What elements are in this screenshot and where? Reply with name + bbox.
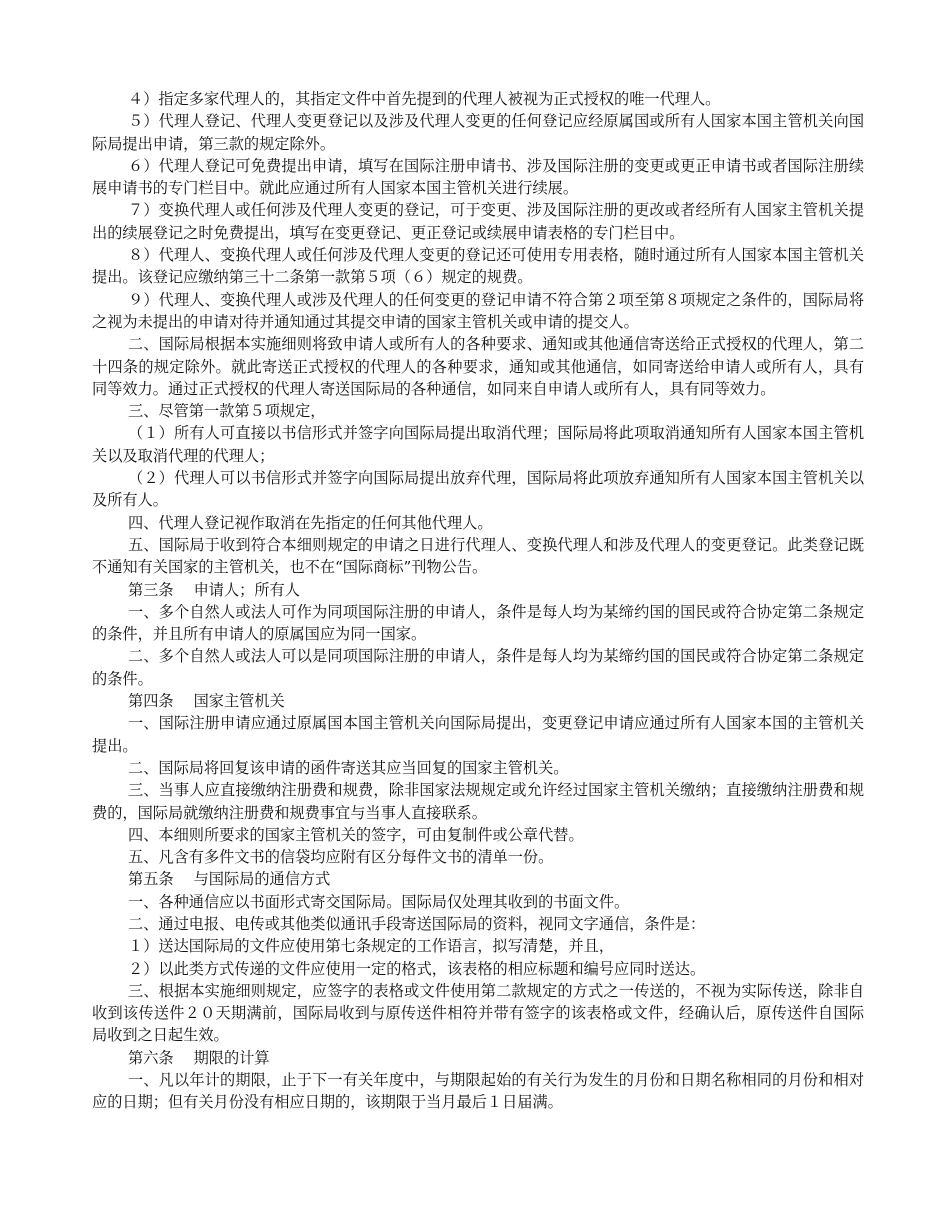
paragraph: ７）变换代理人或任何涉及代理人变更的登记，可于变更、涉及国际注册的更改或者经所有人国家主管机关提出的续展登记之时免费提出，填写在变更登记、更正登记或续展申请表格的专门栏目中。 [92, 201, 864, 242]
paragraph: １）送达国际局的文件应使用第七条规定的工作语言，拟写清楚，并且， [128, 937, 614, 956]
paragraph: 一、多个自然人或法人可作为同项国际注册的申请人，条件是每人均为某缔约国的国民或符合协定第二条规定的条件，并且所有申请人的原属国应为同一国家。 [92, 602, 864, 644]
paragraph: 五、凡含有多件文书的信袋均应附有区分每件文书的清单一份。 [128, 848, 554, 867]
paragraph: 二、国际局根据本实施细则将致申请人或所有人的各种要求、通知或其他通信寄送给正式授权的代理人，第二十四条的规定除外。就此寄送正式授权的代理人的各种要求，通知或其他通信，如同寄送给申请人或所有人，具有同等效力。通过正式授权的代理人寄送国际局的各种通信，如同来自申请人或所有人，具有同等效力。 [92, 335, 864, 398]
paragraph: ４）指定多家代理人的，其指定文件中首先提到的代理人被视为正式授权的唯一代理人。 [128, 90, 721, 108]
paragraph: ２）以此类方式传递的文件应使用一定的格式，该表格的相应标题和编号应同时送达。 [128, 959, 706, 978]
paragraph: 一、国际注册申请应通过原属国本国主管机关向国际局提出，变更登记申请应通过所有人国家本国的主管机关提出。 [92, 714, 864, 755]
paragraph: 三、当事人应直接缴纳注册费和规费，除非国家法规规定或允许经过国家主管机关缴纳；直接缴纳注册费和规费的，国际局就缴纳注册费和规费事宜与当事人直接联系。 [92, 781, 864, 822]
paragraph: 二、多个自然人或法人可以是同项国际注册的申请人，条件是每人均为某缔约国的国民或符合协定第二条规定的条件。 [92, 647, 864, 688]
paragraph: 五、国际局于收到符合本细则规定的申请之日进行代理人、变换代理人和涉及代理人的变更登记。此类登记既不通知有关国家的主管机关，也不在“国际商标”刊物公告。 [92, 535, 864, 577]
paragraph: 二、国际局将回复该申请的函件寄送其应当回复的国家主管机关。 [128, 758, 569, 777]
paragraph: 一、凡以年计的期限，止于下一有关年度中，与期限起始的有关行为发生的月份和日期名称相同的月份和相对应的日期；但有关月份没有相应日期的，该期限于当月最后１日届满。 [92, 1071, 864, 1112]
paragraph: （１）所有人可直接以书信形式并签字向国际局提出取消代理；国际局将此项取消通知所有人国家本国主管机关以及取消代理的代理人； [92, 424, 864, 465]
article-heading: 第六条 期限的计算 [128, 1048, 270, 1067]
paragraph: 四、本细则所要求的国家主管机关的签字，可由复制件或公章代替。 [128, 825, 584, 844]
paragraph: ８）代理人、变换代理人或任何涉及代理人变更的登记还可使用专用表格，随时通过所有人国家本国主管机关提出。该登记应缴纳第三十二条第一款第５项（６）规定的规费。 [92, 246, 864, 287]
paragraph: （２）代理人可以书信形式并签字向国际局提出放弃代理，国际局将此项放弃通知所有人国家本国主管机关以及所有人。 [92, 469, 864, 510]
article-heading: 第三条 申请人；所有人 [128, 580, 300, 599]
paragraph: ９）代理人、变换代理人或涉及代理人的任何变更的登记申请不符合第２项至第８项规定之条件的，国际局将之视为未提出的申请对待并通知通过其提交申请的国家主管机关或申请的提交人。 [92, 290, 864, 331]
paragraph: 一、各种通信应以书面形式寄交国际局。国际局仅处理其收到的书面文件。 [128, 892, 630, 911]
paragraph: ５）代理人登记、代理人变更登记以及涉及代理人变更的任何登记应经原属国或所有人国家本国主管机关向国际局提出申请，第三款的规定除外。 [92, 112, 864, 153]
paragraph: ６）代理人登记可免费提出申请，填写在国际注册申请书、涉及国际注册的变更或更正申请书或者国际注册续展申请书的专门栏目中。就此应通过所有人国家本国主管机关进行续展。 [92, 156, 864, 198]
paragraph: 四、代理人登记视作取消在先指定的任何其他代理人。 [128, 513, 493, 532]
paragraph: 三、尽管第一款第５项规定， [128, 402, 326, 421]
paragraph: 二、通过电报、电传或其他类似通讯手段寄送国际局的资料，视同文字通信，条件是： [128, 914, 706, 933]
document-body [92, 88, 864, 1114]
paragraph: 三、根据本实施细则规定，应签字的表格或文件使用第二款规定的方式之一传送的，不视为实际传送，除非自收到该传送件２０天期满前，国际局收到与原传送件相符并带有签字的该表格或文件，经确认后，原传送件自国际局收到之日起生效。 [92, 981, 864, 1045]
article-heading: 第五条 与国际局的通信方式 [128, 870, 331, 889]
article-heading: 第四条 国家主管机关 [128, 692, 285, 711]
